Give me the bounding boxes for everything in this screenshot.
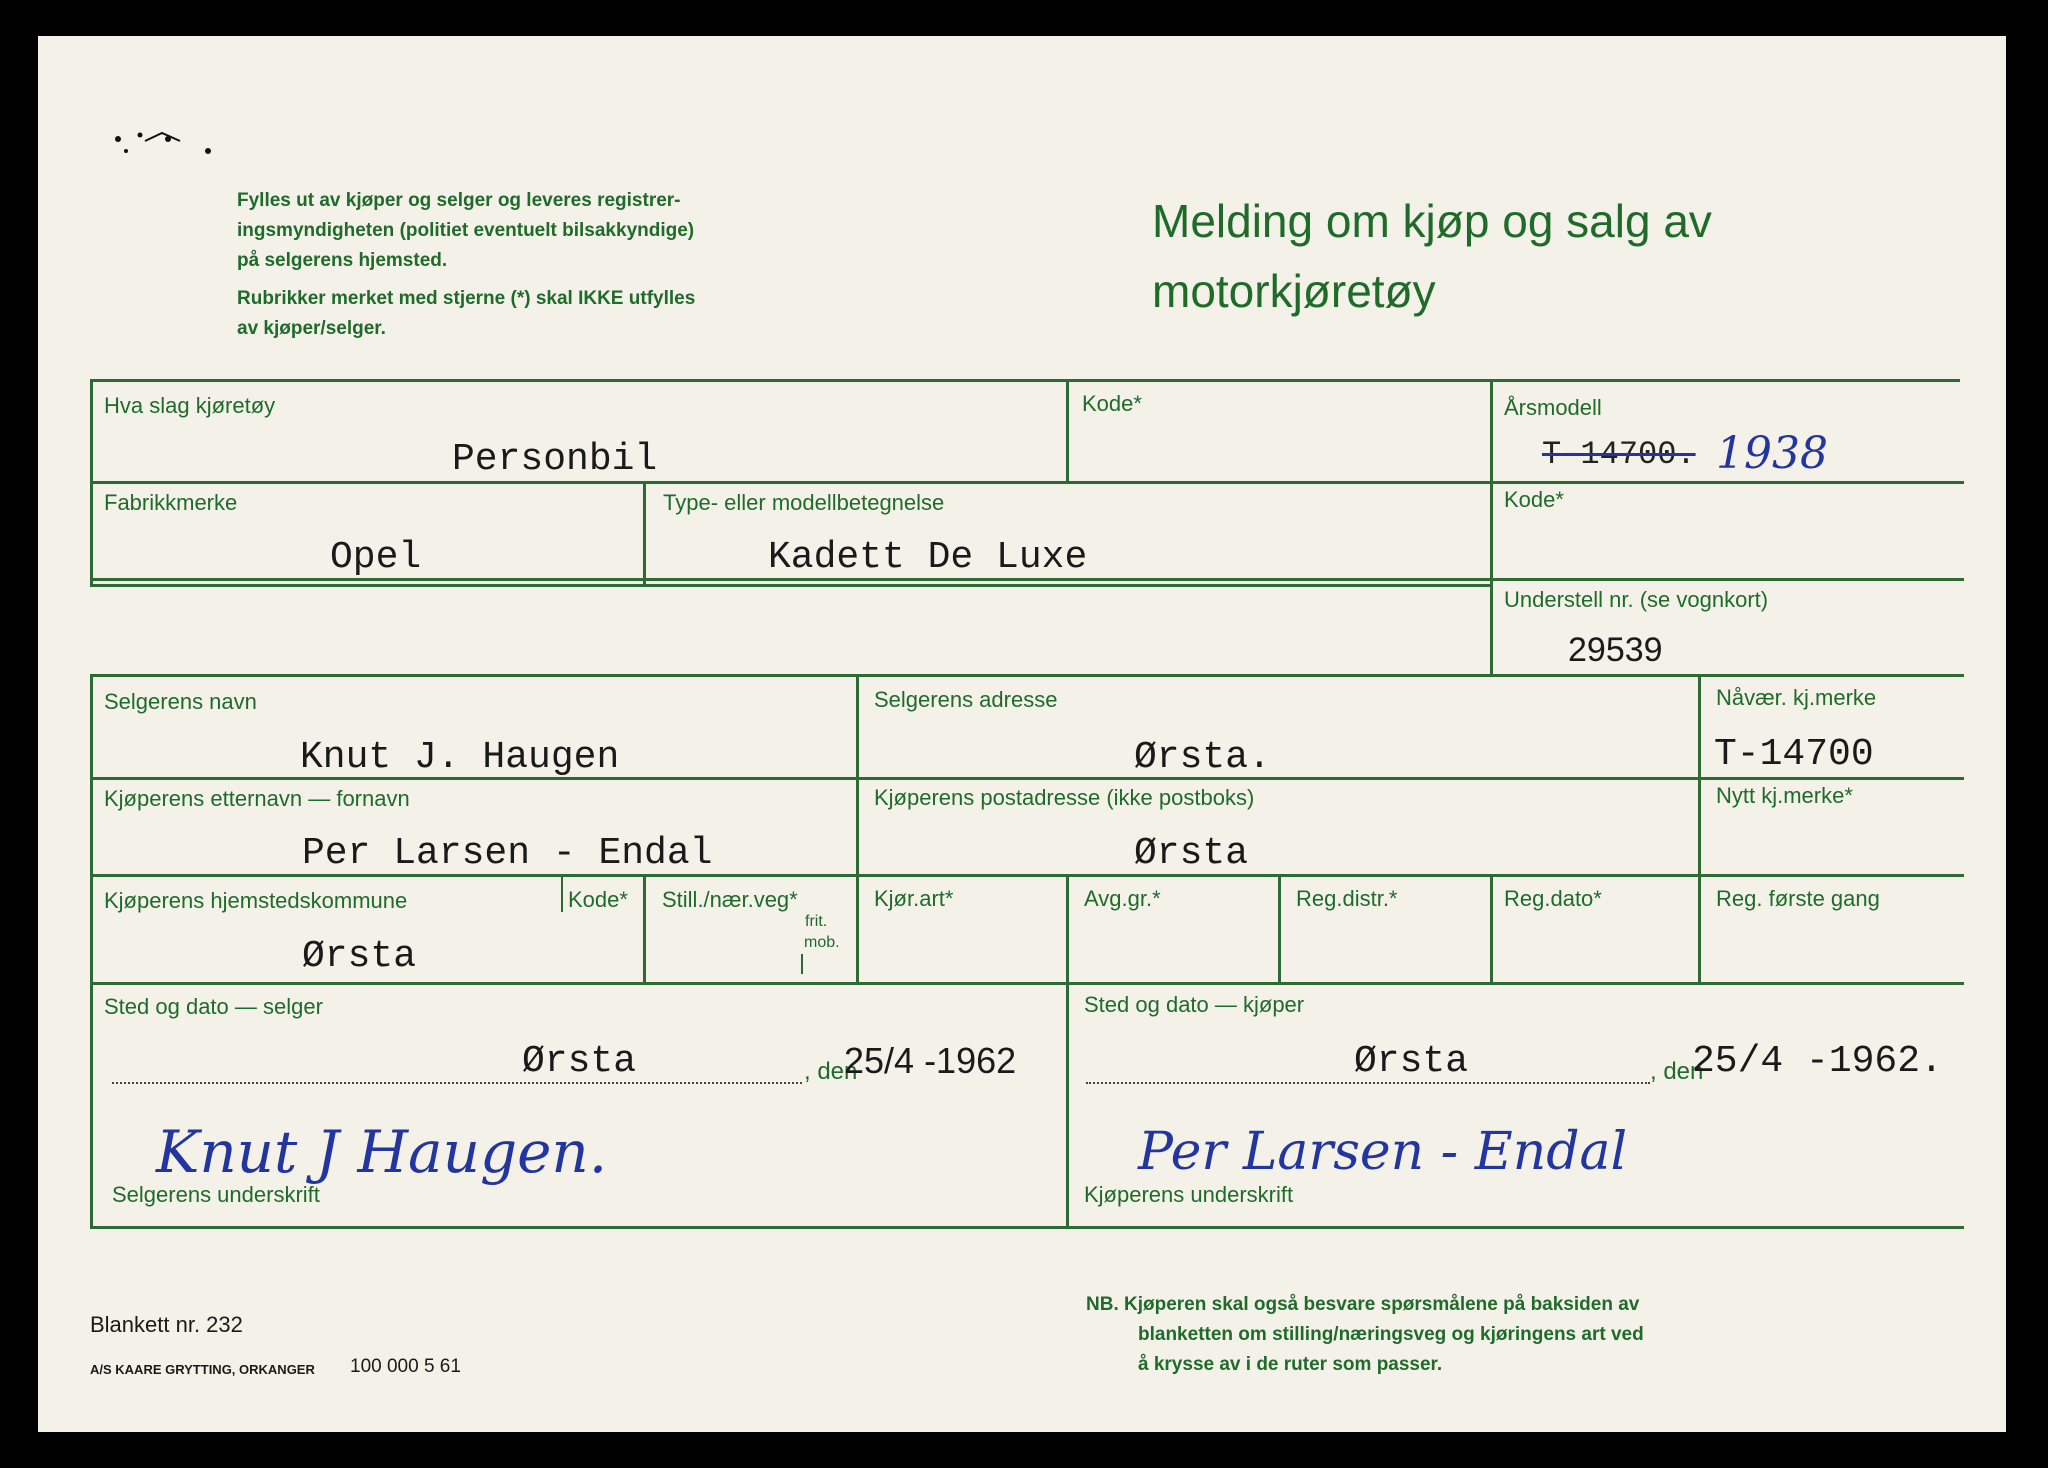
rule — [90, 674, 93, 1229]
footer-note-line: å krysse av i de ruter som passer. — [1138, 1354, 1443, 1375]
buyer-address-label: Kjøperens postadresse (ikke postboks) — [874, 785, 1255, 810]
seller-address-value: Ørsta. — [1134, 736, 1271, 779]
rule — [856, 674, 859, 874]
rule — [90, 379, 1960, 382]
buyer-signature-label: Kjøperens underskrift — [1084, 1182, 1294, 1207]
form-title-line2: motorkjøretøy — [1152, 265, 1436, 317]
seller-address-label: Selgerens adresse — [874, 687, 1058, 712]
seller-name-label: Selgerens navn — [104, 689, 257, 714]
new-plate-label: Nytt kj.merke* — [1716, 783, 1853, 808]
footer-note — [1086, 1290, 1644, 1380]
rule — [90, 481, 1964, 484]
rule — [856, 874, 859, 982]
rule — [1698, 674, 1701, 982]
kode-label: Kode* — [1504, 487, 1564, 512]
rule — [561, 874, 563, 912]
form-number: Blankett nr. 232 — [90, 1312, 243, 1337]
model-year-struck: T-14700. — [1542, 436, 1696, 473]
model-year-label: Årsmodell — [1504, 395, 1602, 420]
model-value: Kadett De Luxe — [768, 536, 1088, 579]
rule — [90, 584, 1490, 587]
form-title — [1152, 186, 1712, 326]
rule — [643, 874, 646, 982]
seller-signature: Knut J Haugen. — [156, 1118, 608, 1186]
avg-gr-label: Avg.gr.* — [1084, 886, 1161, 911]
buyer-date-value: 25/4 -1962. — [1692, 1040, 1943, 1083]
instructions-line: Fylles ut av kjøper og selger og leveres registrer- — [237, 190, 681, 211]
form-title-line1: Melding om kjøp og salg av — [1152, 195, 1712, 247]
rule — [801, 954, 803, 974]
footer-note-line: blanketten om stilling/næringsveg og kjøringens art ved — [1138, 1324, 1644, 1345]
ink-mark — [110, 131, 220, 161]
seller-date-value: 25/4 -1962 — [844, 1040, 1017, 1081]
make-label: Fabrikkmerke — [104, 490, 238, 515]
occupation-sub2: mob. — [804, 934, 840, 951]
make-value: Opel — [330, 536, 422, 579]
kode-label: Kode* — [568, 887, 628, 912]
dotted-line — [1086, 1082, 1650, 1084]
buyer-signature: Per Larsen - Endal — [1138, 1122, 1628, 1182]
buyer-name-label: Kjøperens etternavn — fornavn — [104, 786, 410, 811]
seller-signature-label: Selgerens underskrift — [112, 1182, 320, 1207]
occupation-sub1: frit. — [805, 913, 828, 930]
kode-label: Kode* — [1082, 391, 1142, 416]
model-label: Type- eller modellbetegnelse — [663, 490, 945, 515]
instructions-block-2 — [237, 284, 695, 344]
rule — [90, 674, 1964, 677]
rule — [1490, 379, 1493, 675]
vehicle-type-label: Hva slag kjøretøy — [104, 393, 276, 418]
instructions-line: på selgerens hjemsted. — [237, 250, 448, 271]
model-year-handwritten: 1938 — [1716, 428, 1828, 479]
instructions-line: ingsmyndigheten (politiet eventuelt bilsakkyndige) — [237, 220, 695, 241]
printer-name: A/S KAARE GRYTTING, ORKANGER — [90, 1362, 315, 1377]
rule — [1066, 874, 1069, 1226]
buyer-address-value: Ørsta — [1134, 832, 1249, 875]
seller-place-date-label: Sted og dato — selger — [104, 994, 323, 1019]
footer-note-line: NB. Kjøperen skal også besvare spørsmålene på baksiden av — [1086, 1294, 1640, 1315]
reg-first-label: Reg. første gang — [1716, 886, 1880, 911]
buyer-place-date-label: Sted og dato — kjøper — [1084, 992, 1305, 1017]
instructions-line: Rubrikker merket med stjerne (*) skal IKKE utfylles — [237, 288, 696, 309]
rule — [90, 1226, 1964, 1229]
buyer-municipality-label: Kjøperens hjemstedskommune — [104, 888, 408, 913]
reg-dato-label: Reg.dato* — [1504, 886, 1602, 911]
occupation-label: Still./nær.veg* — [662, 887, 798, 912]
rule — [1492, 578, 1964, 581]
rule — [643, 481, 646, 584]
buyer-den-label: , den — [1650, 1058, 1704, 1085]
current-plate-label: Nåvær. kj.merke — [1716, 685, 1877, 710]
rule — [1278, 874, 1281, 982]
vehicle-type-value: Personbil — [452, 438, 658, 481]
rule — [1490, 874, 1493, 982]
buyer-municipality-value: Ørsta — [302, 935, 417, 978]
buyer-place-value: Ørsta — [1354, 1040, 1469, 1083]
kjor-art-label: Kjør.art* — [874, 886, 954, 911]
instructions-line: av kjøper/selger. — [237, 318, 386, 339]
chassis-value: 29539 — [1568, 631, 1663, 669]
rule — [90, 982, 1964, 985]
rule — [90, 379, 93, 584]
print-code: 100 000 5 61 — [350, 1356, 461, 1377]
buyer-name-value: Per Larsen - Endal — [302, 832, 713, 875]
seller-den-label: , den — [804, 1058, 858, 1085]
form-sheet — [38, 36, 2006, 1432]
chassis-label: Understell nr. (se vognkort) — [1504, 587, 1769, 612]
current-plate-value: T-14700 — [1714, 733, 1874, 776]
ink-mark-icon — [110, 131, 220, 161]
reg-distr-label: Reg.distr.* — [1296, 886, 1398, 911]
rule — [1066, 379, 1069, 481]
dotted-line — [112, 1082, 802, 1084]
seller-place-value: Ørsta — [522, 1040, 637, 1083]
instructions-block-1 — [237, 186, 694, 276]
seller-name-value: Knut J. Haugen — [300, 736, 620, 779]
